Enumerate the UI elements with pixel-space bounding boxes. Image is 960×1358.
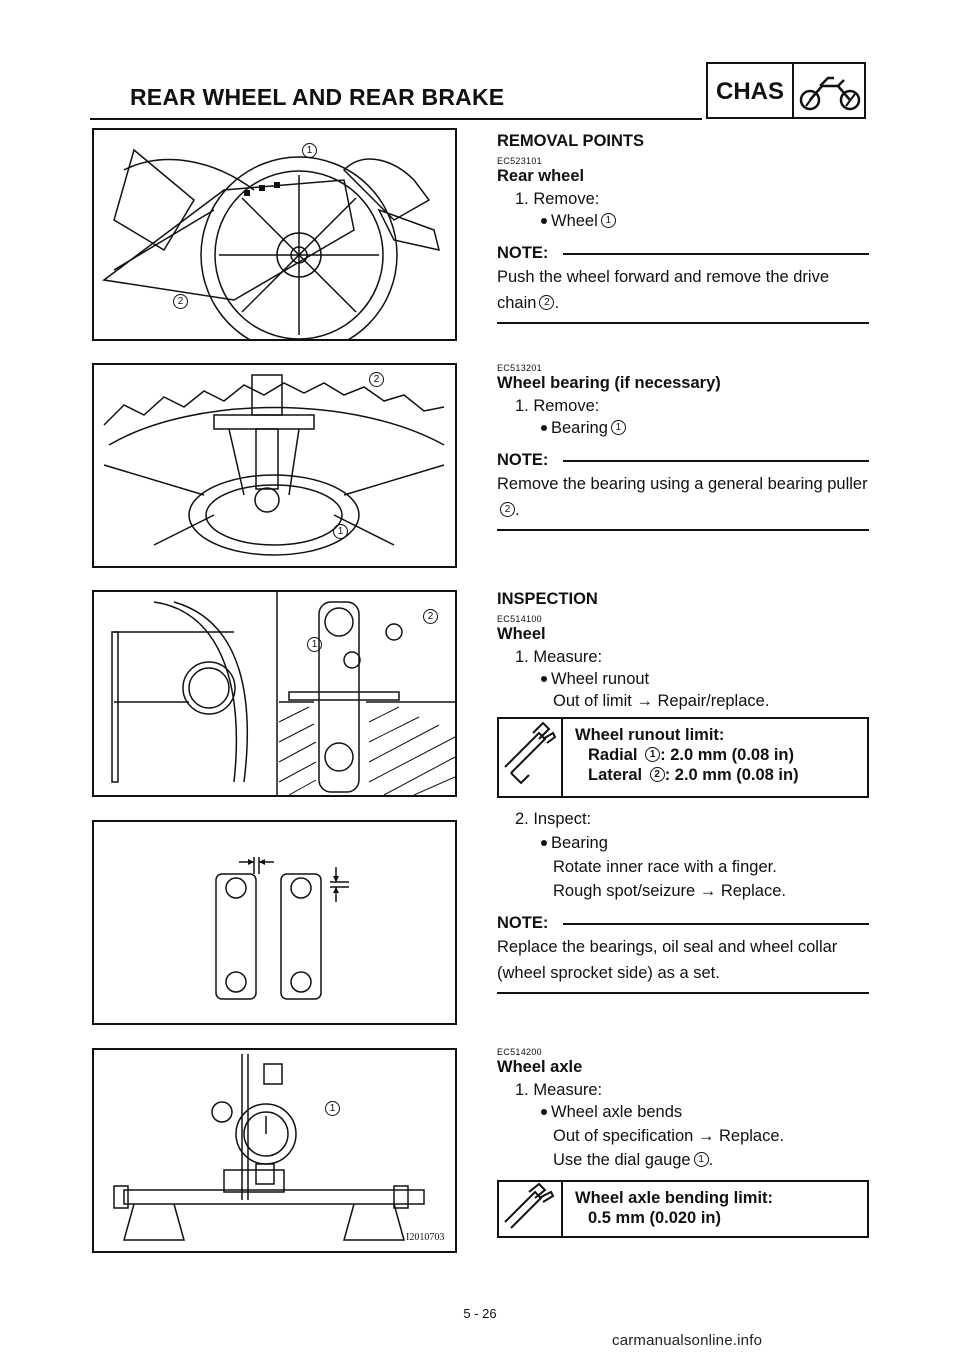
detail-text: Use the dial gauge 1 . (553, 1151, 714, 1169)
section-heading: INSPECTION (497, 590, 598, 608)
spec-text: Wheel axle bending limit: 0.5 mm (0.020 in) (575, 1189, 774, 1227)
bullet-dot (541, 218, 547, 224)
bearing-puller-illustration (94, 365, 455, 566)
figure-code: I2010703 (406, 1232, 445, 1243)
note-end-rule (497, 322, 869, 324)
rear-wheel-illustration (94, 130, 455, 339)
section-heading: REMOVAL POINTS (497, 132, 644, 150)
section-bearing (497, 363, 869, 531)
section-title: Rear wheel (497, 167, 585, 185)
section-title: Wheel axle (497, 1058, 583, 1076)
badge-divider (792, 64, 794, 119)
bullet-item: Wheel runout (497, 668, 869, 690)
detail-text: Out of specification → Replace. (553, 1127, 785, 1145)
note-end-rule (497, 992, 869, 994)
callout-2: 2 (420, 610, 438, 625)
section-code: EC514100 (497, 614, 542, 624)
callout-1: 1 (322, 1102, 340, 1117)
note-text: Replace the bearings, oil seal and wheel collar (wheel sprocket side) as a set. (497, 938, 838, 982)
page-number: 5 - 26 (463, 1306, 497, 1321)
detail-text: Rotate inner race with a finger. (553, 858, 777, 876)
detail-text: Rough spot/seizure → Replace. (553, 882, 786, 900)
section-code: EC513201 (497, 363, 542, 373)
callout-2: 2 (366, 373, 384, 388)
callout-2: 2 (170, 295, 188, 310)
section-title: Wheel bearing (if necessary) (497, 374, 721, 392)
figure-wheel-runout (92, 590, 457, 797)
step-text: 2. Inspect: (515, 810, 592, 828)
spec-text: Wheel runout limit: Radial 1 : 2.0 mm (0.08 in) Lateral 2 : 2.0 mm (0.08 in) (575, 726, 799, 784)
caliper-icon (499, 1182, 563, 1236)
note-heading: NOTE: (497, 912, 869, 934)
callout-1: 1 (304, 638, 322, 653)
bullet-dot (541, 425, 547, 431)
spec-box-runout (497, 717, 869, 798)
header-rule (90, 118, 702, 120)
note-rule (563, 253, 869, 255)
section-inspection (497, 588, 869, 712)
section-axle (497, 1047, 869, 1171)
step-text: 1. Remove: (515, 190, 600, 208)
note-rule (563, 460, 869, 462)
bullet-item: Wheel axle bends (497, 1101, 869, 1123)
callout-1: 1 (330, 525, 348, 540)
figure-bearing-check (92, 820, 457, 1025)
callout-1: 1 (299, 144, 317, 159)
figure-bearing-puller (92, 363, 457, 568)
bullet-item: Bearing 1 (497, 417, 869, 439)
step-text: 1. Measure: (515, 1081, 603, 1099)
section-inspection-bearing (497, 808, 869, 994)
bullet-item: Bearing (497, 832, 869, 854)
section-code: EC523101 (497, 156, 542, 166)
step-text: 1. Measure: (515, 648, 603, 666)
note-heading: NOTE: (497, 449, 869, 471)
section-code: EC514200 (497, 1047, 542, 1057)
bullet-dot (541, 1109, 547, 1115)
page-title: REAR WHEEL AND REAR BRAKE (130, 84, 505, 110)
note-rule (563, 923, 869, 925)
axle-dial-gauge-illustration (94, 1050, 455, 1251)
note-text: Push the wheel forward and remove the drive chain 2 . (497, 268, 830, 312)
bearing-cross-section (94, 822, 455, 1023)
wheel-runout-illustration (94, 592, 455, 795)
note-text: Remove the bearing using a general bearing puller2 . (497, 475, 868, 519)
section-badge (706, 62, 866, 119)
figure-axle-dial-gauge (92, 1048, 457, 1253)
note-end-rule (497, 529, 869, 531)
bullet-item: Wheel 1 (497, 210, 869, 232)
bullet-dot (541, 676, 547, 682)
step-text: 1. Remove: (515, 397, 600, 415)
detail-text: Out of limit → Repair/replace. (553, 692, 770, 710)
section-label: CHAS (716, 78, 785, 105)
section-removal (497, 130, 869, 324)
spec-box-axle (497, 1180, 869, 1238)
motorcycle-icon (798, 72, 862, 112)
figure-rear-wheel-removal (92, 128, 457, 341)
section-title: Wheel (497, 625, 546, 643)
bullet-dot (541, 840, 547, 846)
caliper-icon (499, 719, 563, 796)
note-heading: NOTE: (497, 242, 869, 264)
watermark: carmanualsonline.info (612, 1332, 763, 1349)
